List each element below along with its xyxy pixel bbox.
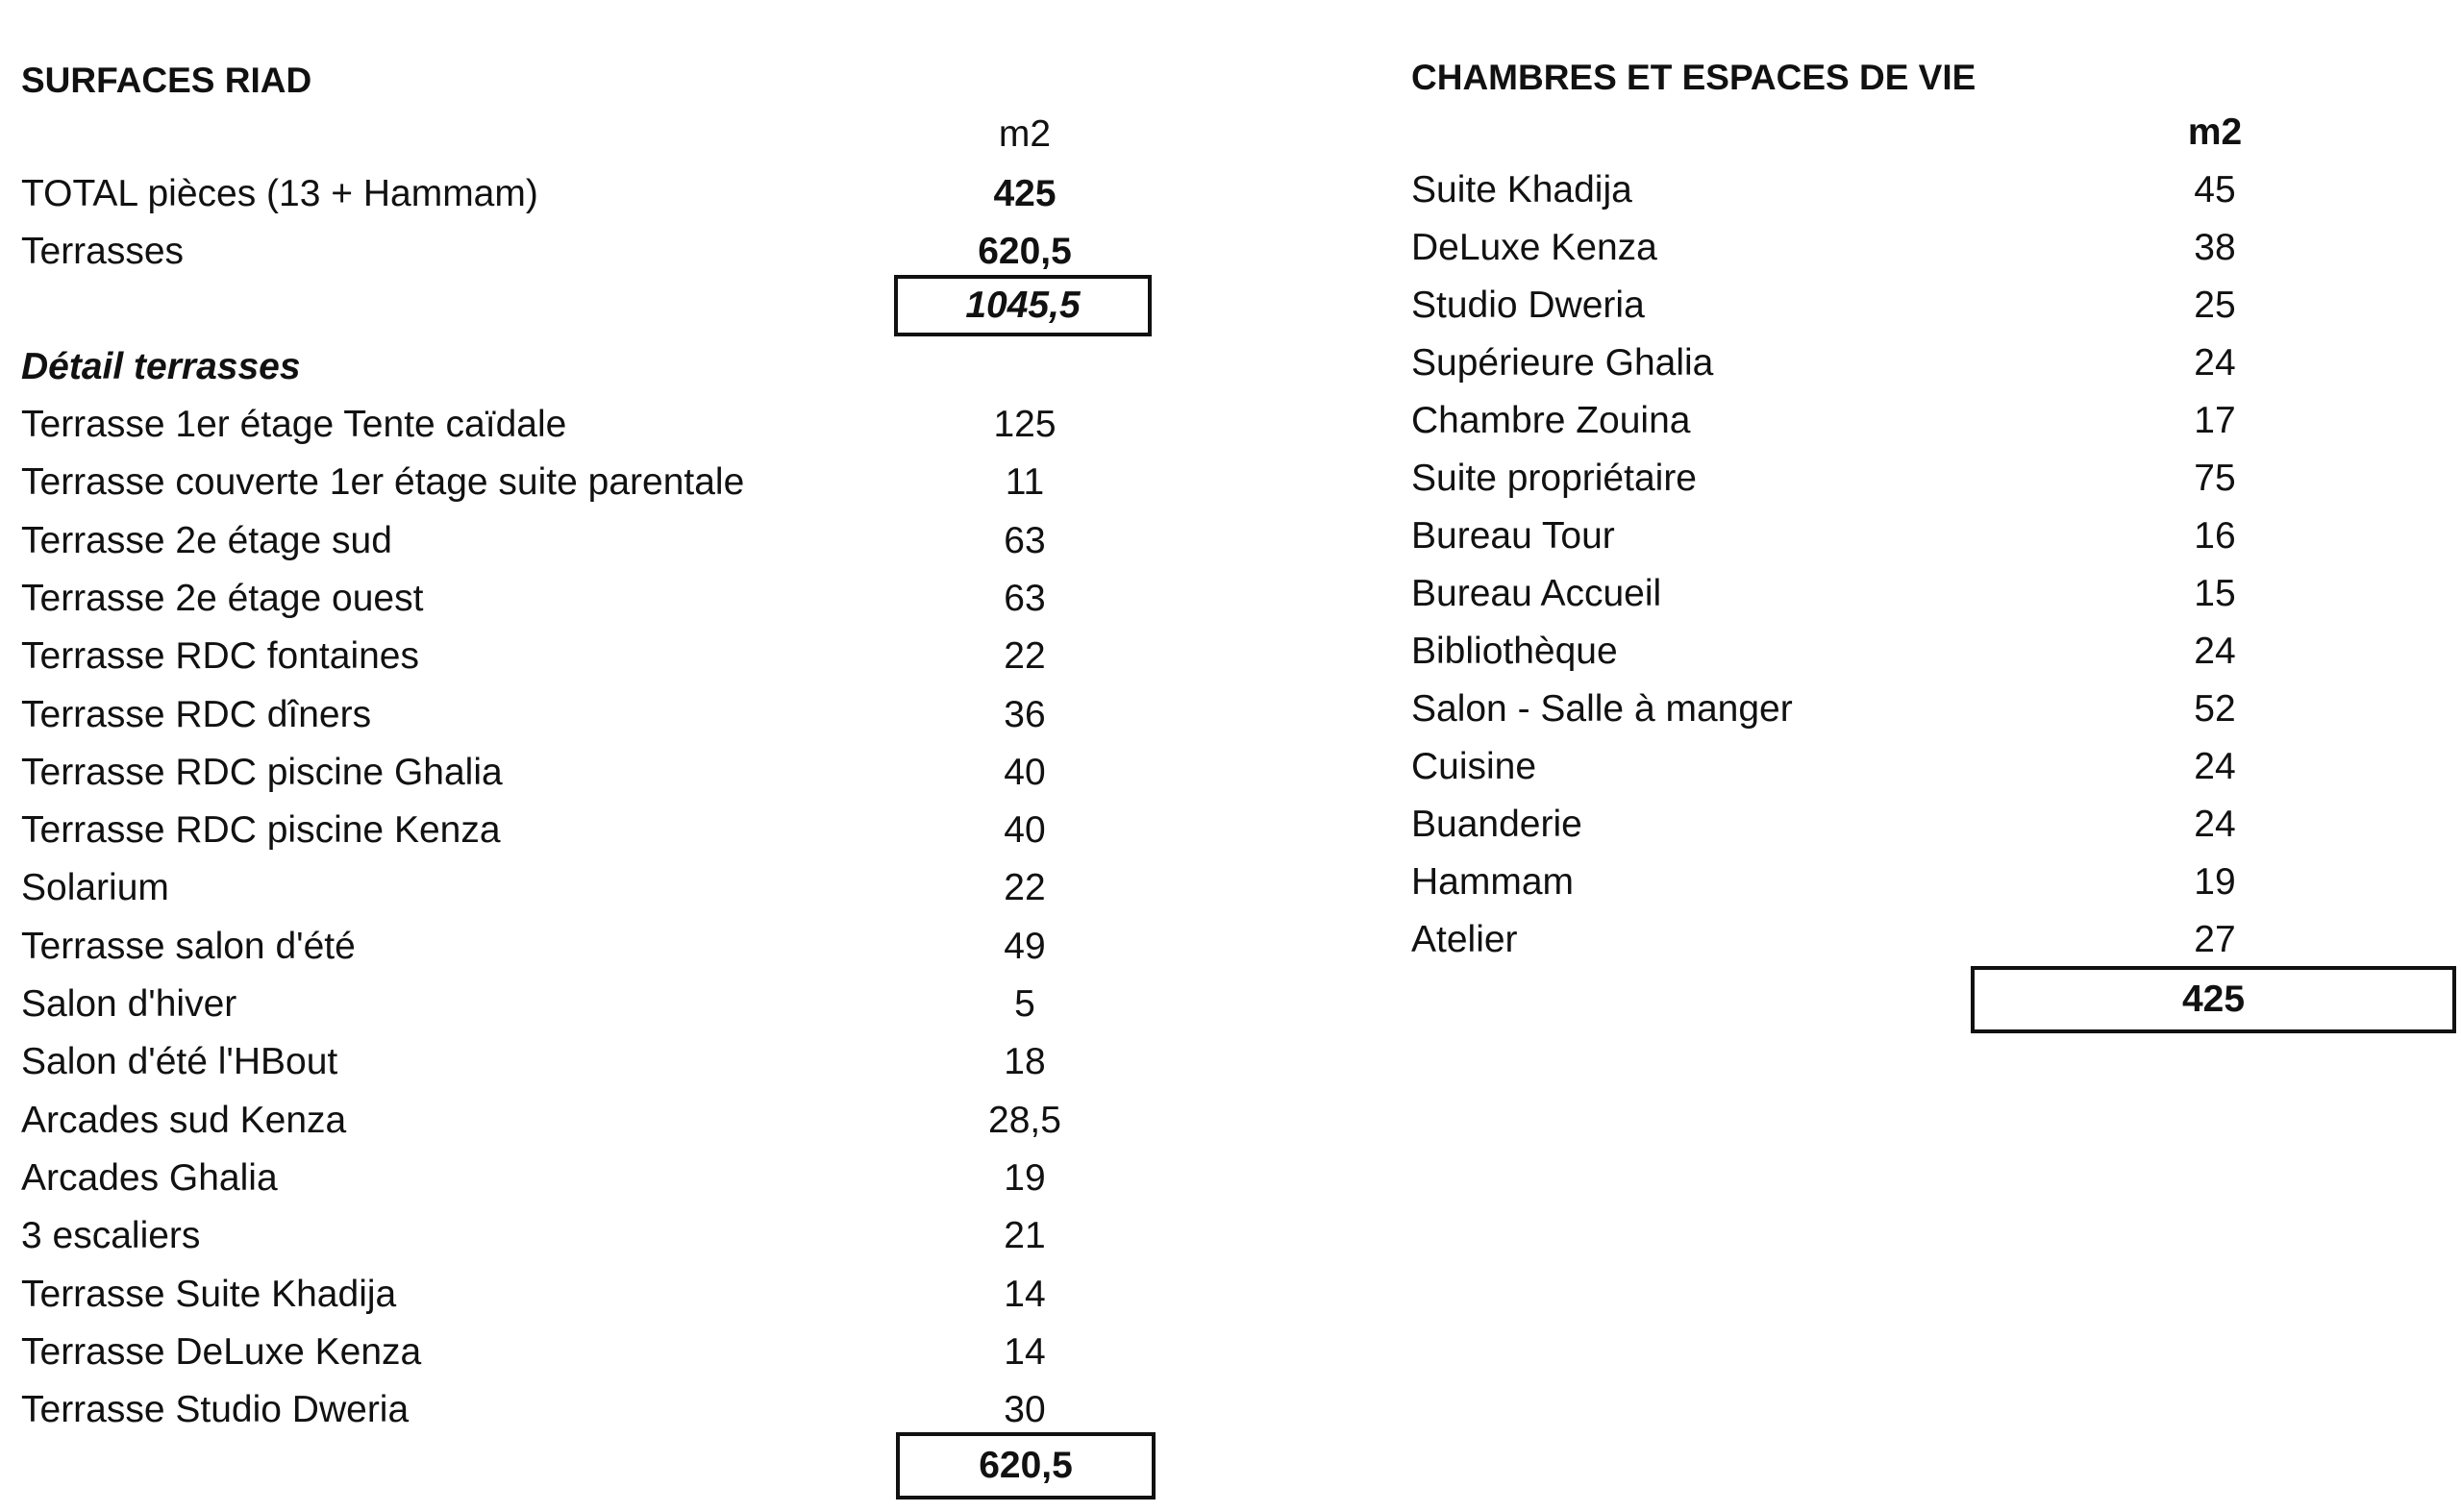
row-value: 63 [1004,578,1046,619]
row-label: Solarium [21,867,169,908]
row-value: 24 [2194,631,2236,672]
row-label: Salon d'été l'HBout [21,1041,338,1082]
row-label: Studio Dweria [1411,285,1645,326]
row-value: 28,5 [988,1100,1061,1141]
row-value: 22 [1004,635,1046,677]
row-value: 49 [1004,926,1046,967]
grand-total-box: 1045,5 [894,275,1152,336]
row-value: 15 [2194,573,2236,614]
row-label: Suite Khadija [1411,169,1632,211]
row-value: 5 [1014,983,1035,1025]
row-value: 40 [1004,752,1046,793]
row-value: 63 [1004,520,1046,561]
row-value: 14 [1004,1274,1046,1315]
row-value: 17 [2194,400,2236,441]
row-value: 36 [1004,694,1046,735]
row-value: 45 [2194,169,2236,211]
row-value: 24 [2194,342,2236,384]
row-label: Salon - Salle à manger [1411,688,1793,730]
row-label: Terrasse couverte 1er étage suite parentale [21,461,745,503]
row-value: 40 [1004,809,1046,851]
row-value: 38 [2194,227,2236,268]
row-value: 75 [2194,458,2236,499]
row-label: Terrasse Studio Dweria [21,1389,410,1430]
row-label: Terrasse Suite Khadija [21,1274,397,1315]
row-value: 21 [1004,1215,1046,1256]
row-label: Arcades Ghalia [21,1157,278,1199]
row-label: Terrasse RDC dîners [21,694,372,735]
row-label: Terrasse 2e étage sud [21,520,392,561]
summary-label-terraces: Terrasses [21,231,185,272]
row-label: Terrasse RDC fontaines [21,635,419,677]
row-label: Terrasse DeLuxe Kenza [21,1331,422,1373]
left-table-title: SURFACES RIAD [21,61,312,100]
row-label: Terrasse RDC piscine Ghalia [21,752,503,793]
detail-total-box: 620,5 [896,1432,1156,1500]
row-label: Buanderie [1411,804,1582,845]
row-label: Terrasse 1er étage Tente caïdale [21,404,567,445]
row-value: 52 [2194,688,2236,730]
right-table-title: CHAMBRES ET ESPACES DE VIE [1411,58,1976,97]
left-unit-header: m2 [998,113,1052,155]
summary-label-rooms: TOTAL pièces (13 + Hammam) [21,173,538,214]
row-label: Salon d'hiver [21,983,237,1025]
row-value: 14 [1004,1331,1046,1373]
row-label: 3 escaliers [21,1215,201,1256]
row-label: Bibliothèque [1411,631,1618,672]
row-label: Hammam [1411,861,1575,903]
row-label: Suite propriétaire [1411,458,1697,499]
detail-section-title: Détail terrasses [21,346,301,387]
row-label: DeLuxe Kenza [1411,227,1657,268]
row-value: 25 [2194,285,2236,326]
row-value: 19 [2194,861,2236,903]
row-label: Bureau Accueil [1411,573,1662,614]
row-label: Terrasse 2e étage ouest [21,578,424,619]
row-label: Arcades sud Kenza [21,1100,347,1141]
row-label: Atelier [1411,919,1518,960]
row-value: 24 [2194,804,2236,845]
right-unit-header: m2 [2187,112,2243,153]
summary-value-terraces: 620,5 [978,231,1072,272]
row-value: 22 [1004,867,1046,908]
rooms-total-box: 425 [1971,966,2456,1033]
row-label: Terrasse salon d'été [21,926,356,967]
row-value: 19 [1004,1157,1046,1199]
row-value: 11 [1005,461,1045,503]
row-label: Bureau Tour [1411,515,1615,557]
row-label: Chambre Zouina [1411,400,1691,441]
row-value: 24 [2194,746,2236,787]
row-value: 27 [2194,919,2236,960]
row-value: 30 [1004,1389,1046,1430]
row-value: 16 [2194,515,2236,557]
row-value: 18 [1004,1041,1046,1082]
row-label: Supérieure Ghalia [1411,342,1714,384]
row-value: 125 [993,404,1056,445]
row-label: Terrasse RDC piscine Kenza [21,809,501,851]
row-label: Cuisine [1411,746,1537,787]
summary-value-rooms: 425 [993,173,1056,214]
